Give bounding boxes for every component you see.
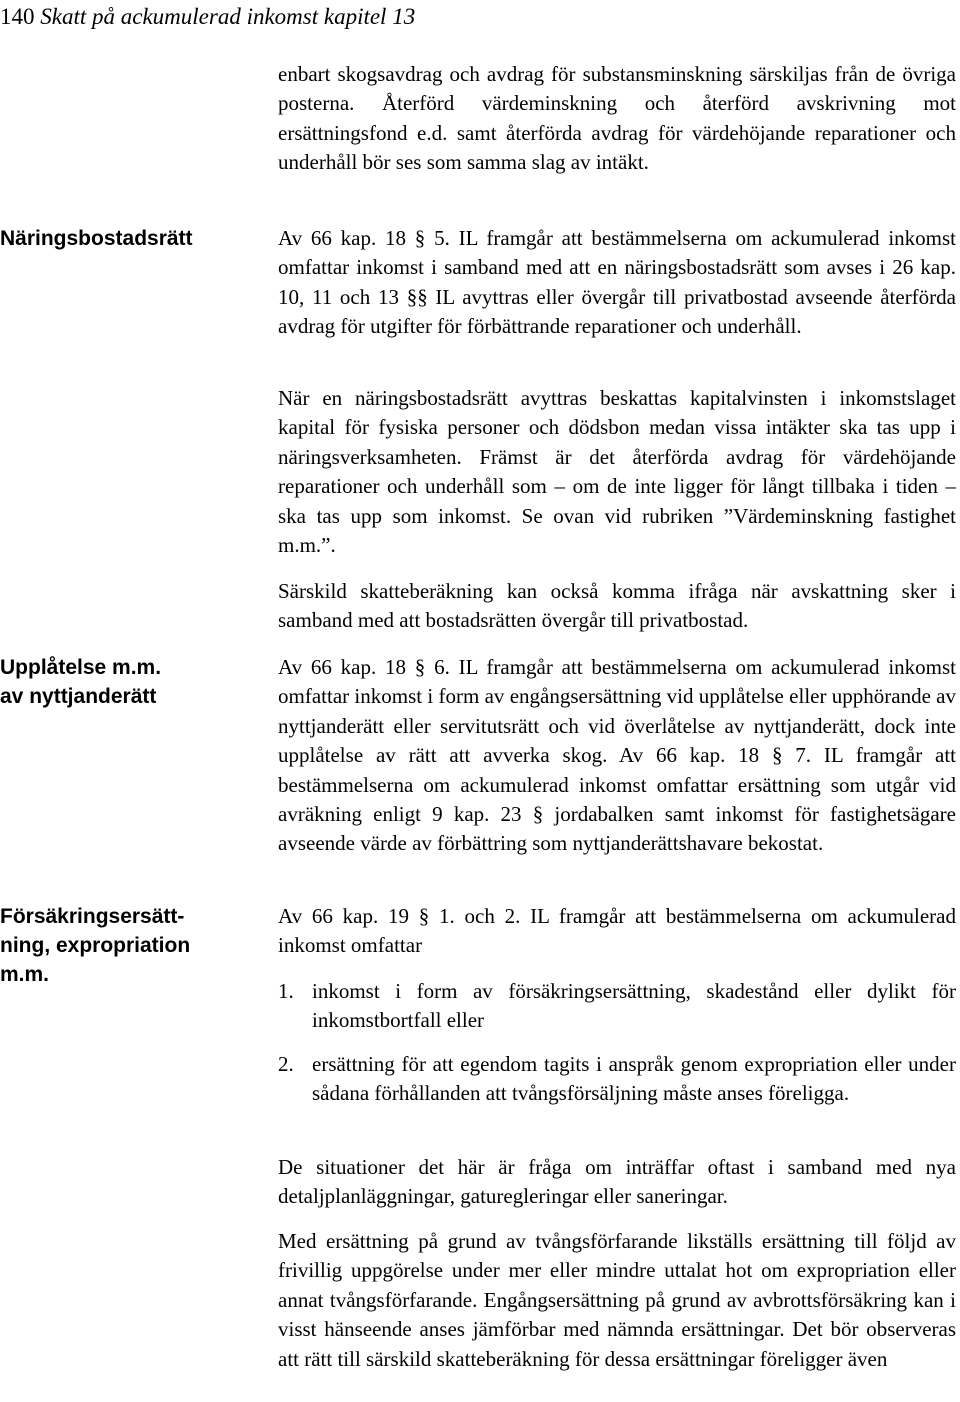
paragraph-text: Av 66 kap. 18 § 6. IL framgår att bestämmelserna om ackumulerad inkomst omfattar inkomst i form av engångsersättning vid upplåtelse eller upphörande av nyttjanderätt eller servitutsrätt och vid överlåtelse av nyttjanderätt, dock inte upplåtelse av rätt att avverka skog. Av 66 kap. 18 § 7. IL framgår att bestämmelserna om ackumulerad inkomst omfattar ersättning som utgår vid avräkning enligt 9 kap. 23 § jordabalken samt inkomst för fastighetsägare avseende värde av förbättring som nyttjanderättshavare bekostat. <box>278 655 956 856</box>
paragraph-text: Av 66 kap. 18 § 5. IL framgår att bestämmelserna om ackumulerad inkomst omfattar inkomst i samband med att en näringsbostadsrätt som avses i 26 kap. 10, 11 och 13 §§ IL avyttras eller övergår till privatbostad avseende återförda avdrag för utgifter för förbättrande reparationer och underhåll. <box>278 226 956 339</box>
paragraph-text: Med ersättning på grund av tvångsförfarande likställs ersättning till följd av frivillig uppgörelse under mer eller mindre uttalat hot om expropriation eller annat tvångsförfarande. Engångsersättning på grund av avbrottsförsäkring kan i visst hänseende anses jämförbar med nämnda ersättningar. Det bör observeras att rätt till särskild skatteberäkning för dessa ersättningar föreligger även <box>278 1229 956 1371</box>
paragraph <box>278 1153 956 1212</box>
margin-heading-upplatelse <box>0 653 232 711</box>
paragraph <box>278 224 956 342</box>
paragraph-text: enbart skogsavdrag och avdrag för substansminskning särskiljas från de övriga posterna. Återförd värdeminskning och återförd avskrivning mot ersättningsfond e.d. samt återförda avdrag för värdehöjande reparationer och underhåll bör ses som samma slag av intäkt. <box>278 62 956 175</box>
paragraph-text: De situationer det här är fråga om inträffar oftast i samband med nya detaljplanläggningar, gaturegleringar eller saneringar. <box>278 1155 956 1209</box>
margin-heading-line: Upplåtelse m.m. <box>0 656 162 679</box>
list-item-number: 2. <box>278 1052 294 1076</box>
paragraph <box>278 60 956 178</box>
list-item <box>278 1050 956 1109</box>
margin-heading-line: Försäkringsersätt- <box>0 905 185 928</box>
paragraph <box>278 1227 956 1374</box>
paragraph-text: När en näringsbostadsrätt avyttras beskattas kapitalvinsten i inkomstslaget kapital för fysiska personer och dödsbon medan vissa intäkter ska tas upp i näringsverksamheten. Främst är det återförda avdrag för värdehöjande reparationer och underhåll som – om de inte ligger för långt tillbaka i tiden – ska tas upp som inkomst. Se ovan vid rubriken ”Värdeminskning fastighet m.m.”. <box>278 386 956 558</box>
chapter-title: Skatt på ackumulerad inkomst kapitel 13 <box>40 4 416 29</box>
margin-heading-line: m.m. <box>0 963 50 986</box>
paragraph-text: Av 66 kap. 19 § 1. och 2. IL framgår att bestämmelserna om ackumulerad inkomst omfattar <box>278 904 956 958</box>
paragraph-text: Särskild skatteberäkning kan också komma ifråga när avskattning sker i samband med att bostadsrätten övergår till privatbostad. <box>278 579 956 633</box>
running-head <box>0 2 415 32</box>
list-item-text: inkomst i form av försäkringsersättning, skadestånd eller dylikt för inkomstbortfall eller <box>312 979 956 1033</box>
list-item-number: 1. <box>278 979 294 1003</box>
margin-heading-naringsbostadsratt <box>0 224 232 253</box>
list-item-text: ersättning för att egendom tagits i anspråk genom expropriation eller under sådana förhållanden att tvångsförsäljning måste anses föreligga. <box>312 1052 956 1106</box>
page-number: 140 <box>0 4 35 29</box>
paragraph <box>278 577 956 636</box>
paragraph <box>278 902 956 961</box>
margin-heading-line: av nyttjanderätt <box>0 685 157 708</box>
margin-heading-line: Näringsbostadsrätt <box>0 227 193 250</box>
paragraph <box>278 384 956 560</box>
margin-heading-line: ning, expropriation <box>0 934 191 957</box>
paragraph <box>278 653 956 859</box>
margin-heading-forsakring <box>0 902 232 989</box>
list-item <box>278 977 956 1036</box>
